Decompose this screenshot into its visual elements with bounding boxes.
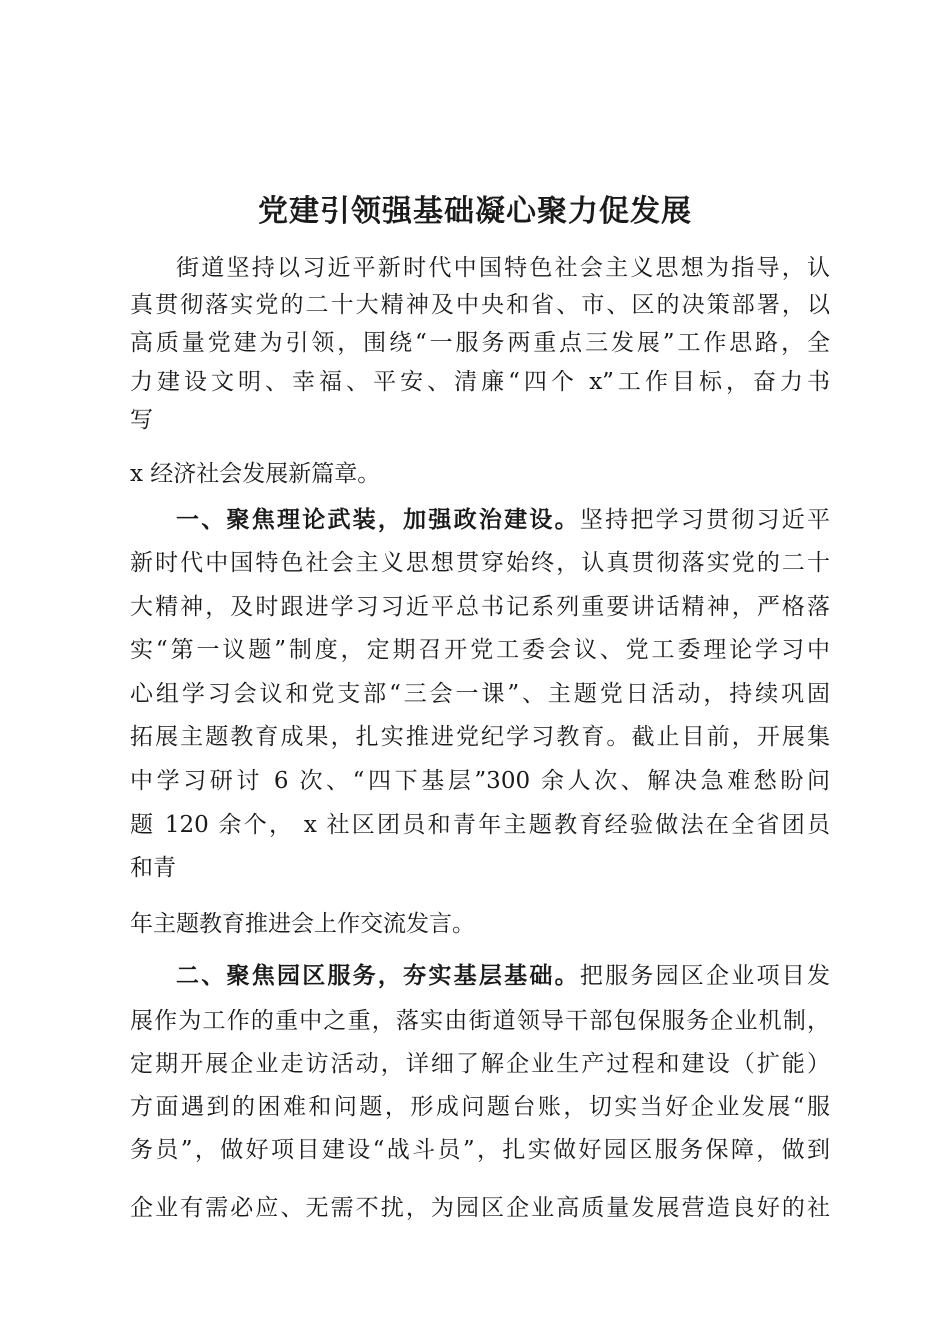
section2-line-4: 方面遇到的困难和问题，形成问题台账，切实当好企业发展“服 — [130, 1094, 830, 1120]
section1-line-10: 年主题教育推进会上作交流发言。 — [130, 911, 475, 937]
section2-first-line — [176, 958, 830, 994]
section1-line-9: 和青 — [130, 855, 176, 881]
section1-line-2: 新时代中国特色社会主义思想贯穿始终，认真贯彻落实党的二十 — [130, 550, 830, 576]
section1-line-3: 大精神，及时跟进学习习近平总书记系列重要讲话精神，严格落 — [130, 594, 830, 620]
section2-first-line-rest: 把服务园区企业项目发 — [579, 963, 831, 989]
section2-line-3: 定期开展企业走访活动，详细了解企业生产过程和建设（扩能） — [130, 1051, 830, 1077]
section1-line-8: 题 120 余个， x 社区团员和青年主题教育经验做法在全省团员 — [130, 812, 830, 838]
intro-line-1: 街道坚持以习近平新时代中国特色社会主义思想为指导，认 — [176, 255, 830, 281]
section1-heading: 一、聚焦理论武装，加强政治建设。 — [176, 507, 580, 533]
section2-line-6: 企业有需必应、无需不扰，为园区企业高质量发展营造良好的社 — [130, 1195, 830, 1221]
intro-line-4: 力建设文明、幸福、平安、清廉“四个 x”工作目标，奋力书 — [130, 369, 830, 395]
intro-line-2: 真贯彻落实党的二十大精神及中央和省、市、区的决策部署，以 — [130, 292, 830, 318]
document-title: 党建引领强基础凝心聚力促发展 — [258, 194, 692, 229]
intro-line-5: 写 — [130, 407, 153, 433]
section1-line-4: 实“第一议题”制度，定期召开党工委会议、党工委理论学习中 — [130, 637, 830, 663]
section1-first-line — [176, 502, 830, 538]
section2-heading: 二、聚焦园区服务，夯实基层基础。 — [176, 963, 580, 989]
section1-line-7: 中学习研讨 6 次、“四下基层”300 余人次、解决急难愁盼问 — [130, 768, 830, 794]
section1-line-6: 拓展主题教育成果，扎实推进党纪学习教育。截止目前，开展集 — [130, 724, 830, 750]
section1-first-line-rest: 坚持把学习贯彻习近平 — [579, 507, 831, 533]
section2-line-5: 务员”，做好项目建设“战斗员”，扎实做好园区服务保障，做到 — [130, 1137, 830, 1163]
section1-line-5: 心组学习会议和党支部“三会一课”、主题党日活动，持续巩固 — [130, 681, 830, 707]
intro-line-3: 高质量党建为引领，围绕“一服务两重点三发展”工作思路，全 — [130, 330, 830, 356]
section2-line-2: 展作为工作的重中之重，落实由街道领导干部包保服务企业机制， — [130, 1008, 830, 1034]
intro-line-6: x 经济社会发展新篇章。 — [130, 461, 381, 487]
